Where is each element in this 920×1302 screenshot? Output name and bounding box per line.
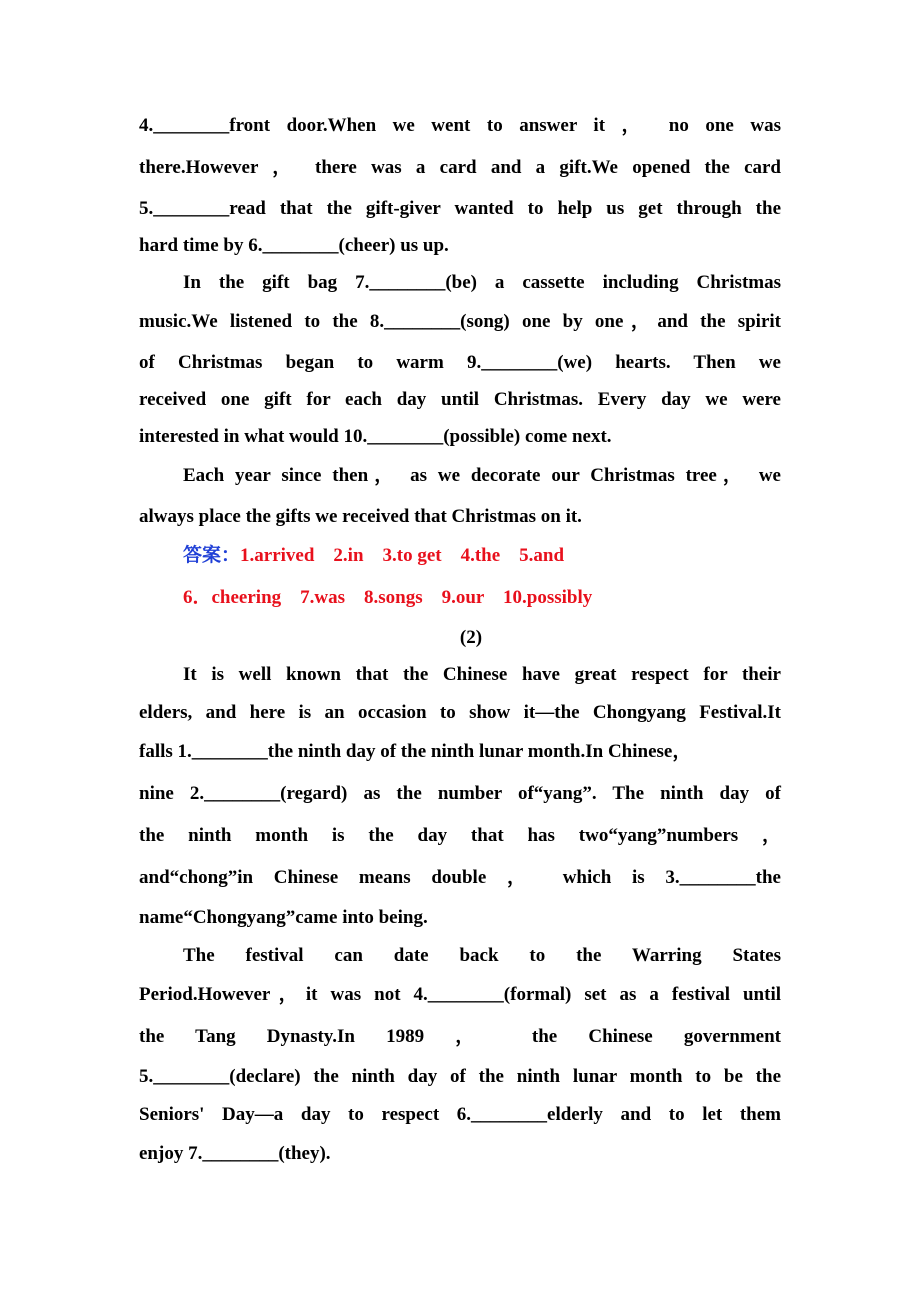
passage-line: music.We listened to the 8.________(song) one by one，and the spirit bbox=[139, 311, 781, 332]
answer-values: 1.arrived 2.in 3.to get 4.the 5.and bbox=[240, 545, 565, 566]
passage-line: received one gift for each day until Christmas. Every day we were bbox=[139, 389, 781, 410]
passage-line: 5.________read that the gift-giver wanted to help us get through the bbox=[139, 198, 781, 219]
section-heading: (2) bbox=[459, 627, 483, 648]
passage-line: Each year since then， as we decorate our Christmas tree， we bbox=[183, 465, 781, 486]
passage-line: of Christmas began to warm 9.________(we) hearts. Then we bbox=[139, 352, 781, 373]
answer-key-line-2: 6．cheering 7.was 8.songs 9.our 10.possibly bbox=[183, 587, 593, 608]
passage-line: always place the gifts we received that Christmas on it. bbox=[139, 506, 582, 527]
answer-key-line-1 bbox=[183, 544, 781, 568]
passage-line: interested in what would 10.________(possible) come next. bbox=[139, 426, 612, 447]
passage-line: 5.________(declare) the ninth day of the ninth lunar month to be the bbox=[139, 1066, 781, 1087]
passage-line: Period.However，it was not 4.________(formal) set as a festival until bbox=[139, 984, 781, 1005]
passage-line: falls 1.________the ninth day of the ninth lunar month.In Chinese， bbox=[139, 741, 692, 762]
answer-label: 答案： bbox=[183, 545, 241, 566]
passage-line: the Tang Dynasty.In 1989 ， the Chinese government bbox=[139, 1026, 781, 1047]
passage-line: Seniors' Day—a day to respect 6.________elderly and to let them bbox=[139, 1104, 781, 1125]
passage-line: elders, and here is an occasion to show it—the Chongyang Festival.It bbox=[139, 702, 781, 723]
passage-line: It is well known that the Chinese have great respect for their bbox=[183, 664, 781, 685]
passage-line: 4.________front door.When we went to answer it ， no one was bbox=[139, 115, 781, 136]
passage-line: enjoy 7.________(they). bbox=[139, 1143, 331, 1164]
passage-line: name“Chongyang”came into being. bbox=[139, 907, 428, 928]
passage-line: and“chong”in Chinese means double ， which is 3.________the bbox=[139, 867, 781, 888]
passage-line: The festival can date back to the Warring States bbox=[183, 945, 781, 966]
passage-line: nine 2.________(regard) as the number of“yang”. The ninth day of bbox=[139, 783, 781, 804]
passage-line: there.However ， there was a card and a gift.We opened the card bbox=[139, 157, 781, 178]
passage-line: the ninth month is the day that has two“yang”numbers ， bbox=[139, 825, 781, 846]
passage-line: hard time by 6.________(cheer) us up. bbox=[139, 235, 449, 256]
passage-line: In the gift bag 7.________(be) a cassette including Christmas bbox=[183, 272, 781, 293]
